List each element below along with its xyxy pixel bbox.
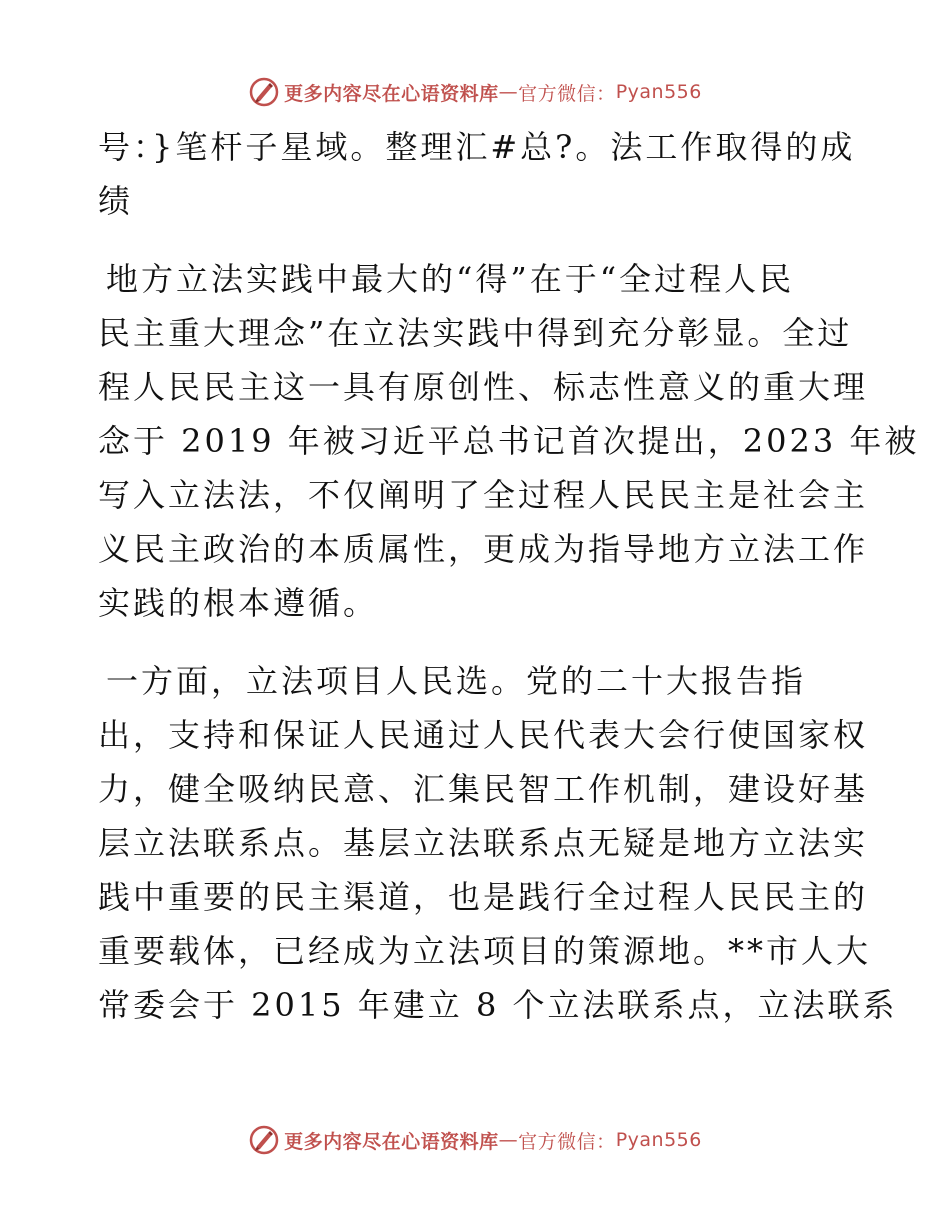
banner-wechat-id: Pyan556: [615, 1129, 702, 1151]
text-line: 程人民民主这一具有原创性、标志性意义的重大理: [98, 368, 869, 406]
text-line: 常委会于 2015 年建立 8 个立法联系点，立法联系: [98, 986, 898, 1024]
text-line: 号：}笔杆子星域。整理汇#总?。法工作取得的成: [98, 128, 856, 166]
document-body: [98, 120, 920, 1032]
text-line: 层立法联系点。基层立法联系点无疑是地方立法实: [98, 824, 869, 862]
text-line: 写入立法法，不仅阐明了全过程人民民主是社会主: [98, 476, 869, 514]
fountain-pen-seal-icon: [248, 1124, 280, 1156]
text-line: 念于 2019 年被习近平总书记首次提出，2023 年被: [98, 422, 920, 460]
banner-separator: —: [498, 1129, 519, 1151]
banner-title: 更多内容尽在心语资料库: [284, 82, 499, 105]
footer-banner: [0, 1120, 950, 1160]
text-line: 实践的根本遵循。: [98, 584, 379, 622]
paragraph-3: [98, 654, 898, 1032]
text-line: 民主重大理念”在立法实践中得到充分彰显。全过: [98, 314, 853, 352]
text-line: 一方面，立法项目人民选。党的二十大报告指: [106, 662, 807, 700]
text-line: 地方立法实践中最大的“得”在于“全过程人民: [106, 260, 795, 298]
banner-wechat-label: 官方微信：: [518, 1130, 616, 1153]
text-line: 重要载体，已经成为立法项目的策源地。**市人大: [98, 932, 872, 970]
text-line: 力，健全吸纳民意、汇集民智工作机制，建设好基: [98, 770, 869, 808]
paragraph-2: [98, 252, 920, 630]
paragraph-1: [98, 120, 856, 228]
banner-separator: —: [498, 81, 519, 103]
header-banner: [0, 72, 950, 112]
banner-wechat-label: 官方微信：: [518, 82, 616, 105]
text-line: 绩: [98, 182, 134, 220]
text-line: 义民主政治的本质属性，更成为指导地方立法工作: [98, 530, 869, 568]
fountain-pen-seal-icon: [248, 76, 280, 108]
text-line: 出，支持和保证人民通过人民代表大会行使国家权: [98, 716, 869, 754]
banner-title: 更多内容尽在心语资料库: [284, 1130, 499, 1153]
banner-wechat-id: Pyan556: [615, 81, 702, 103]
text-line: 践中重要的民主渠道，也是践行全过程人民民主的: [98, 878, 869, 916]
